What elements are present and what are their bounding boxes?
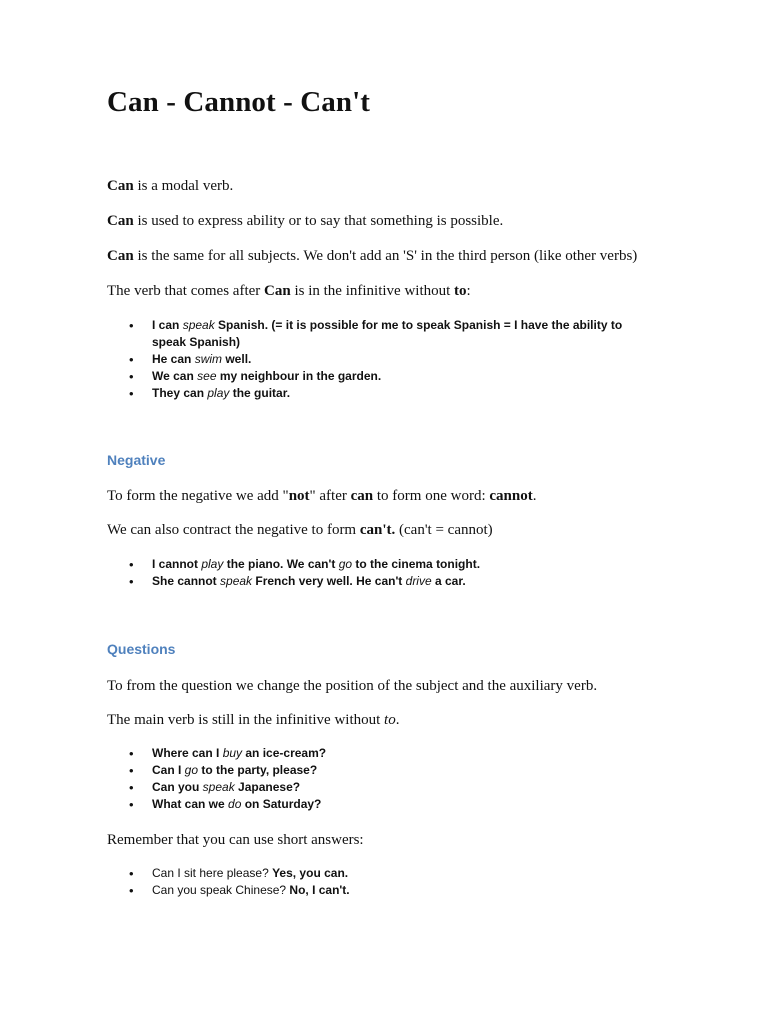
list-item [107,882,652,899]
verb: play [201,557,224,571]
examples-list-short-answers [107,865,652,899]
text: He can [152,352,195,366]
text: The main verb is still in the infinitive without [107,712,385,728]
examples-list-positive [107,317,652,402]
intro-text: is used to express ability or to say that something is possible. [133,213,504,229]
list-item [107,317,652,351]
text: Can you [152,780,203,794]
text: I cannot [152,557,202,571]
bold-text: Can [264,283,291,299]
list-item [107,745,652,762]
list-item [107,865,652,882]
text: well. [222,352,252,366]
page-title: Can - Cannot - Can't [107,86,371,118]
text: on Saturday? [241,797,322,811]
text: to the party, please? [198,763,318,777]
list-item [107,368,652,385]
text: to the cinema tonight. [352,557,481,571]
list-item [107,573,652,590]
text: We can [152,369,198,383]
text: the guitar. [229,386,291,400]
verb: swim [194,352,223,366]
verb: buy [222,746,243,760]
text: my neighbour in the garden. [216,369,382,383]
questions-paragraph-2 [107,711,399,729]
verb: go [338,557,353,571]
short-answers-intro: Remember that you can use short answers: [107,832,364,848]
bold-text: can't. [359,522,396,538]
text: I can [152,318,183,332]
negative-paragraph-1 [107,487,536,505]
text: Spanish. (= it is possible for me to speak Spanish = I have the ability to speak Spanish) [152,318,623,349]
list-item [107,796,652,813]
answer-text: No, I can't. [289,883,350,897]
text: an ice-cream? [242,746,327,760]
text: What can we [152,797,229,811]
verb: go [184,763,199,777]
verb: speak [182,318,215,332]
question-text: Can I sit here please? [152,866,273,880]
intro-lead: Can [107,178,134,194]
verb: play [207,386,230,400]
examples-list-negative [107,556,652,590]
intro-paragraph-3 [107,247,637,265]
list-item [107,385,652,402]
questions-paragraph-1: To from the question we change the position of the subject and the auxiliary verb. [107,678,598,694]
intro-paragraph-1 [107,177,233,195]
list-item [107,556,652,573]
text: . [395,712,400,728]
text: Japanese? [234,780,301,794]
question-text: Can you speak Chinese? [152,883,290,897]
intro-text: is the same for all subjects. We don't add an 'S' in the third person (like other verbs) [133,248,638,264]
verb: drive [405,574,432,588]
italic-text: to [384,712,396,728]
text: is in the infinitive without [290,283,455,299]
verb: see [197,369,217,383]
text: can't [374,574,403,588]
infinitive-paragraph [107,282,471,300]
text: the piano. We [223,557,308,571]
text: French very well. He [252,574,375,588]
text: . [532,488,537,504]
verb: do [228,797,242,811]
bold-text: to [454,283,467,299]
section-heading-negative: Negative [107,452,166,468]
negative-paragraph-2 [107,521,493,539]
answer-text: Yes, you can. [272,866,349,880]
text: " after [309,488,351,504]
text: To form the negative we add " [107,488,289,504]
text: Can I [152,763,185,777]
intro-text: is a modal verb. [133,178,234,194]
text: The verb that comes after [107,283,265,299]
list-item [107,779,652,796]
text: (can't = cannot) [395,522,493,538]
text: can't [307,557,336,571]
list-item [107,762,652,779]
intro-paragraph-2 [107,212,503,230]
text: Where can I [152,746,223,760]
examples-list-questions [107,745,652,813]
list-item [107,351,652,368]
text: She cannot [152,574,221,588]
bold-text: not [288,488,310,504]
bold-text: can [350,488,374,504]
text: They can [152,386,208,400]
text: We can also contract the negative to form [107,522,360,538]
section-heading-questions: Questions [107,641,176,657]
text: : [466,283,471,299]
text: a car. [431,574,466,588]
text: to form one word: [373,488,490,504]
intro-lead: Can [107,248,134,264]
verb: speak [202,780,235,794]
verb: speak [220,574,253,588]
intro-lead: Can [107,213,134,229]
bold-text: cannot [489,488,533,504]
